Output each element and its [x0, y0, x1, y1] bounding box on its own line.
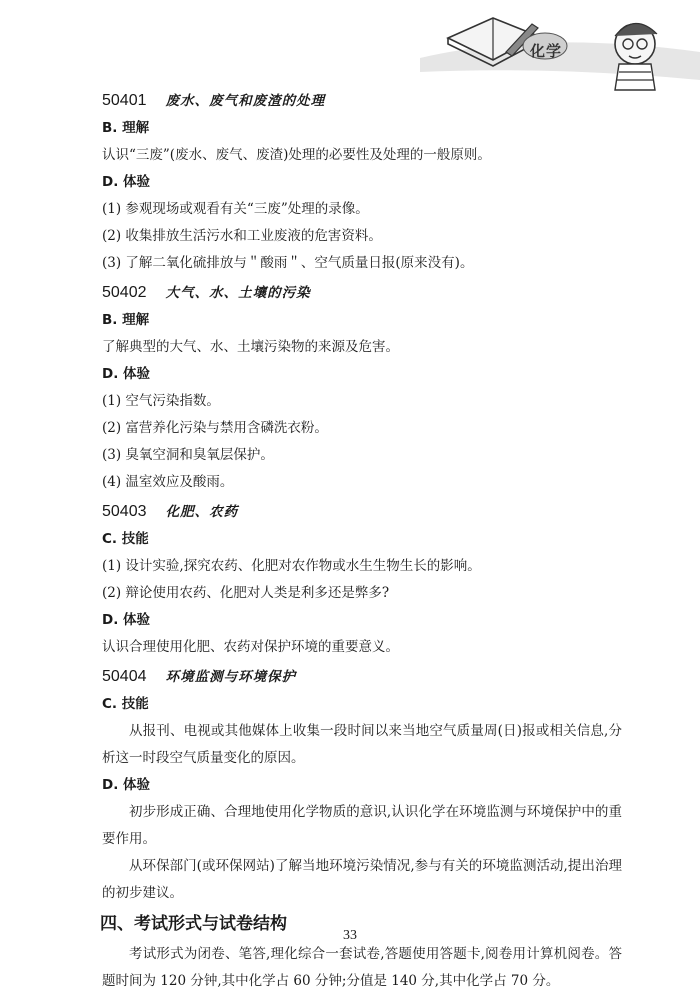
- category-label: B. 理解: [102, 312, 150, 328]
- text-line: 认识合理使用化肥、农药对保护环境的重要意义。: [102, 639, 399, 655]
- list-item: (2) 收集排放生活污水和工业废液的危害资料。: [102, 228, 382, 244]
- category-label: D. 体验: [102, 612, 151, 628]
- section-title: [102, 85, 622, 115]
- subject-label: 化学: [530, 42, 563, 60]
- section-code: 50402: [102, 284, 147, 301]
- list-item: (2) 富营养化污染与禁用含磷洗衣粉。: [102, 420, 328, 436]
- part-heading: 四、考试形式与试卷结构: [100, 914, 287, 934]
- section-name: 大气、水、土壤的污染: [165, 285, 311, 301]
- list-item: (1) 设计实验,探究农药、化肥对农作物或水生生物生长的影响。: [102, 558, 481, 574]
- paragraph: 从环保部门(或环保网站)了解当地环境污染情况,参与有关的环境监测活动,提出治理的初步建议。: [102, 858, 622, 901]
- section-name: 环境监测与环境保护: [165, 669, 297, 685]
- category-label: D. 体验: [102, 777, 151, 793]
- paragraph: 从报刊、电视或其他媒体上收集一段时间以来当地空气质量周(日)报或相关信息,分析这一时段空气质量变化的原因。: [102, 723, 622, 766]
- section-name: 化肥、农药: [165, 504, 239, 520]
- section-code: 50404: [102, 668, 147, 685]
- category-label: B. 理解: [102, 120, 150, 136]
- list-item: (4) 温室效应及酸雨。: [102, 474, 234, 490]
- page-number: 33: [343, 928, 357, 943]
- list-item: (1) 参观现场或观看有关“三废”处理的录像。: [102, 201, 369, 217]
- category-label: C. 技能: [102, 531, 149, 547]
- section-title: [102, 661, 622, 691]
- list-item: (2) 辩论使用农药、化肥对人类是利多还是弊多?: [102, 585, 390, 601]
- content: [102, 85, 622, 995]
- list-item: (1) 空气污染指数。: [102, 393, 220, 409]
- section-title: [102, 496, 622, 526]
- paragraph: 考试形式为闭卷、笔答,理化综合一套试卷,答题使用答题卡,阅卷用计算机阅卷。答题时间为 120 分钟,其中化学占 60 分钟;分值是 140 分,其中化学占 70 分。: [102, 946, 622, 989]
- paragraph: 初步形成正确、合理地使用化学物质的意识,认识化学在环境监测与环境保护中的重要作用。: [102, 804, 622, 847]
- section-code: 50401: [102, 92, 147, 109]
- category-label: D. 体验: [102, 366, 151, 382]
- text-line: 了解典型的大气、水、土壤污染物的来源及危害。: [102, 339, 399, 355]
- section-title: [102, 277, 622, 307]
- list-item: (3) 臭氧空洞和臭氧层保护。: [102, 447, 274, 463]
- section-code: 50403: [102, 503, 147, 520]
- list-item: (3) 了解二氧化硫排放与＂酸雨＂、空气质量日报(原来没有)。: [102, 255, 474, 271]
- section-name: 废水、废气和废渣的处理: [165, 93, 326, 109]
- category-label: C. 技能: [102, 696, 149, 712]
- text-line: 认识“三废”(废水、废气、废渣)处理的必要性及处理的一般原则。: [102, 147, 491, 163]
- category-label: D. 体验: [102, 174, 151, 190]
